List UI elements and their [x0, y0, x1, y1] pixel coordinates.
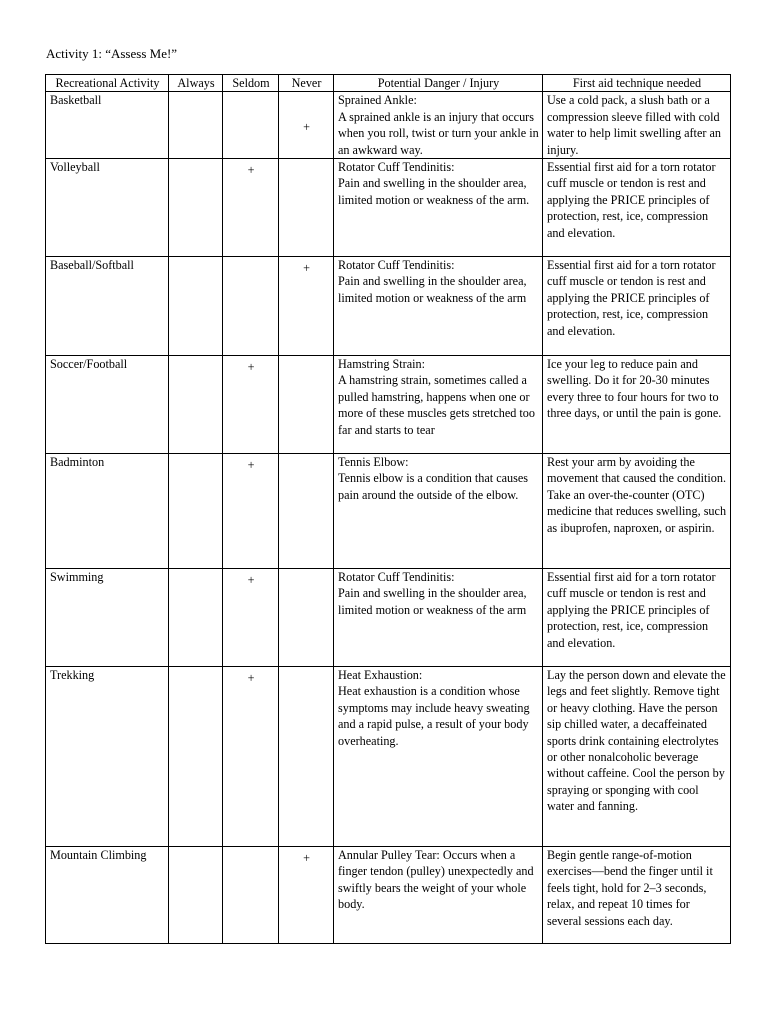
assessment-table: [45, 74, 731, 944]
first-aid-cell-text: Begin gentle range-of-motion exercises—bend the finger until it feels tight, hold for 2–3 seconds, relax, and repeat 10 times for several sessions each day.: [547, 848, 713, 928]
activity-cell: [46, 92, 169, 159]
seldom-cell-text: +: [247, 163, 255, 178]
table-row: [46, 847, 731, 944]
header-activity: Recreational Activity: [46, 75, 169, 92]
activity-title: Activity 1: “Assess Me!”: [46, 46, 178, 61]
header-always: Always: [169, 75, 223, 92]
never-cell: [279, 847, 334, 944]
always-cell: [169, 159, 223, 257]
never-cell: [279, 667, 334, 847]
table-row: [46, 667, 731, 847]
activity-cell: [46, 454, 169, 569]
seldom-cell: [223, 847, 279, 944]
activity-cell-text: Trekking: [50, 668, 95, 683]
first-aid-cell-text: Essential first aid for a torn rotator cuff muscle or tendon is rest and applying the PRICE principles of protection, rest, ice, compression and elevation.: [547, 258, 716, 338]
danger-cell-text: Rotator Cuff Tendinitis: Pain and swelling in the shoulder area, limited motion or weakness of the arm: [338, 570, 527, 617]
danger-cell: [334, 92, 543, 159]
seldom-cell: [223, 257, 279, 356]
activity-cell-text: Swimming: [50, 570, 104, 585]
seldom-cell: [223, 667, 279, 847]
always-cell: [169, 454, 223, 569]
danger-cell-text: Tennis Elbow: Tennis elbow is a condition that causes pain around the outside of the elbow.: [338, 455, 529, 502]
first-aid-cell-text: Lay the person down and elevate the legs and feet slightly. Remove tight or heavy clothing. Have the person sip chilled water, a decaffeinated sports drink containing electrolytes or other nonalcoholic beverage without caffeine. Cool the person by spraying or sponging with cool water and fanning.: [547, 668, 726, 814]
seldom-cell: [223, 159, 279, 257]
header-first-aid: First aid technique needed: [543, 75, 731, 92]
danger-cell-text: Rotator Cuff Tendinitis: Pain and swelling in the shoulder area, limited motion or weakness of the arm.: [338, 160, 530, 207]
always-cell: [169, 257, 223, 356]
activity-cell-text: Baseball/Softball: [50, 258, 134, 273]
table-row: [46, 356, 731, 454]
activity-cell: [46, 257, 169, 356]
first-aid-cell-text: Ice your leg to reduce pain and swelling. Do it for 20-30 minutes every three to four hours for two to three days, or until the pain is gone.: [547, 357, 722, 421]
never-cell: [279, 454, 334, 569]
always-cell: [169, 92, 223, 159]
table-row: [46, 159, 731, 257]
first-aid-cell-text: Use a cold pack, a slush bath or a compression sleeve filled with cold water to help limit swelling after an injury.: [547, 93, 721, 157]
never-cell-text: +: [303, 851, 310, 866]
first-aid-cell-text: Essential first aid for a torn rotator cuff muscle or tendon is rest and applying the PRICE principles of protection, rest, ice, compression and elevation.: [547, 570, 716, 650]
seldom-cell-text: +: [247, 458, 255, 473]
never-cell: [279, 92, 334, 159]
activity-cell-text: Badminton: [50, 455, 105, 470]
first-aid-cell: [543, 667, 731, 847]
seldom-cell-text: +: [247, 671, 255, 686]
danger-cell-text: Hamstring Strain: A hamstring strain, sometimes called a pulled hamstring, happens when one or more of these muscles gets stretched too far and starts to tear: [338, 357, 535, 437]
header-never: Never: [279, 75, 334, 92]
first-aid-cell-text: Rest your arm by avoiding the movement that caused the condition. Take an over-the-counter (OTC) medicine that reduces swelling, such as ibuprofen, naproxen, or aspirin.: [547, 455, 727, 535]
danger-cell: [334, 356, 543, 454]
never-cell-text: +: [303, 120, 310, 135]
activity-cell-text: Volleyball: [50, 160, 100, 175]
first-aid-cell: [543, 257, 731, 356]
seldom-cell: [223, 454, 279, 569]
always-cell: [169, 667, 223, 847]
never-cell: [279, 569, 334, 667]
activity-cell: [46, 667, 169, 847]
seldom-cell-text: +: [247, 360, 255, 375]
activity-cell: [46, 159, 169, 257]
activity-cell-text: Soccer/Football: [50, 357, 128, 372]
danger-cell-text: Heat Exhaustion: Heat exhaustion is a condition whose symptoms may include heavy sweating and a rapid pulse, a result of your body overheating.: [338, 668, 530, 748]
never-cell: [279, 356, 334, 454]
always-cell: [169, 847, 223, 944]
seldom-cell-text: +: [247, 573, 255, 588]
activity-cell-text: Basketball: [50, 93, 102, 108]
danger-cell: [334, 159, 543, 257]
table-header-row: [46, 75, 731, 92]
header-danger: Potential Danger / Injury: [334, 75, 543, 92]
seldom-cell: [223, 92, 279, 159]
danger-cell-text: Rotator Cuff Tendinitis: Pain and swelling in the shoulder area, limited motion or weakness of the arm: [338, 258, 527, 305]
table-row: [46, 454, 731, 569]
first-aid-cell-text: Essential first aid for a torn rotator cuff muscle or tendon is rest and applying the PRICE principles of protection, rest, ice, compression and elevation.: [547, 160, 716, 240]
first-aid-cell: [543, 569, 731, 667]
table-row: [46, 569, 731, 667]
activity-cell: [46, 847, 169, 944]
seldom-cell: [223, 356, 279, 454]
danger-cell: [334, 667, 543, 847]
table-row: [46, 92, 731, 159]
activity-cell: [46, 569, 169, 667]
first-aid-cell: [543, 454, 731, 569]
header-seldom: Seldom: [223, 75, 279, 92]
activity-cell-text: Mountain Climbing: [50, 848, 147, 863]
first-aid-cell: [543, 847, 731, 944]
always-cell: [169, 356, 223, 454]
danger-cell: [334, 569, 543, 667]
never-cell: [279, 159, 334, 257]
danger-cell: [334, 454, 543, 569]
first-aid-cell: [543, 92, 731, 159]
first-aid-cell: [543, 356, 731, 454]
first-aid-cell: [543, 159, 731, 257]
danger-cell-text: Sprained Ankle: A sprained ankle is an injury that occurs when you roll, twist or turn your ankle in an awkward way.: [338, 93, 539, 157]
seldom-cell: [223, 569, 279, 667]
never-cell: [279, 257, 334, 356]
never-cell-text: +: [303, 261, 310, 276]
danger-cell: [334, 257, 543, 356]
danger-cell-text: Annular Pulley Tear: Occurs when a finger tendon (pulley) unexpectedly and swiftly bears the weight of your whole body.: [338, 848, 534, 912]
table-row: [46, 257, 731, 356]
always-cell: [169, 569, 223, 667]
activity-cell: [46, 356, 169, 454]
danger-cell: [334, 847, 543, 944]
